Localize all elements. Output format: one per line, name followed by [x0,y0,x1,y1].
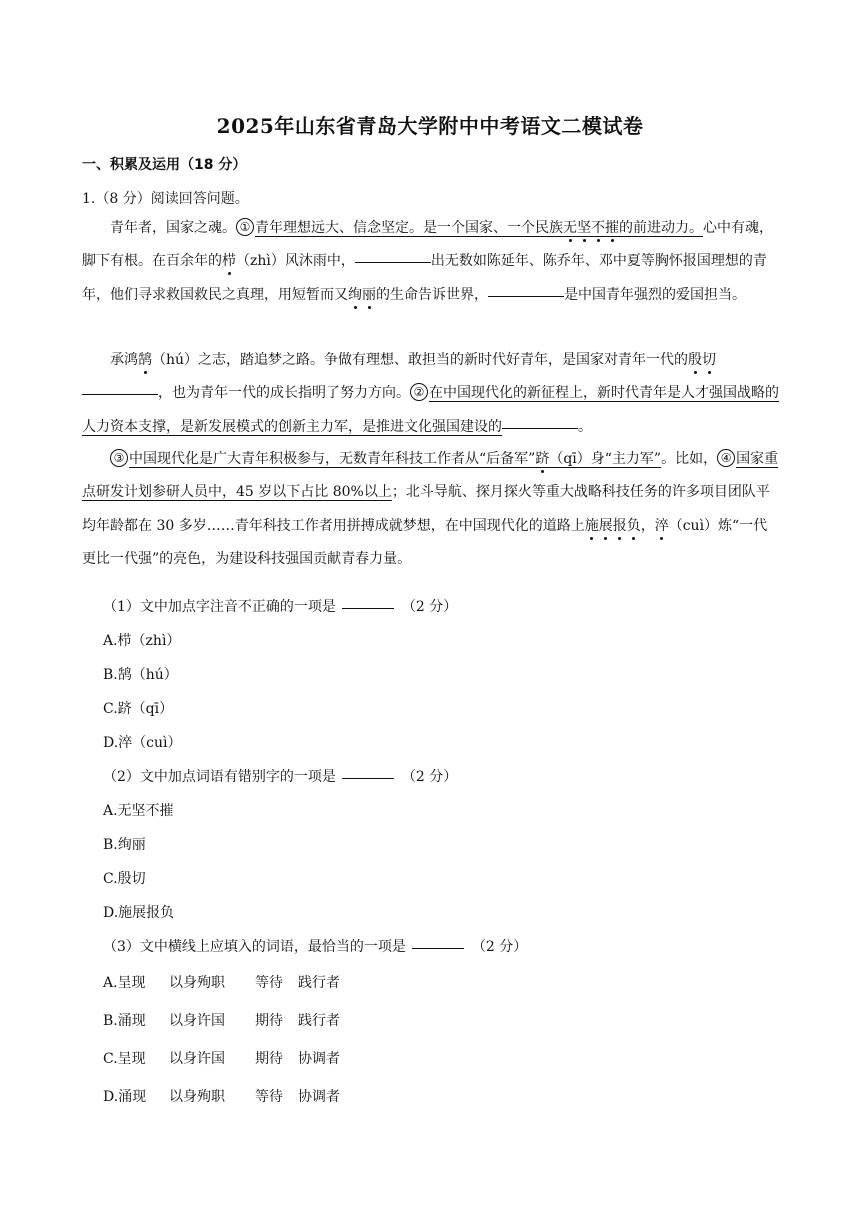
text-run: ；北斗导航、探月探火等重大战略科技任务的许多项目团队平均年龄都在 30 多岁……青年科技工作者用拼搏成就梦想，在中国现代化的道路上 [82,484,770,534]
option-word: C.呈现 [103,1051,146,1067]
text-run: 的前进动力。 [619,220,703,236]
fill-blank-4[interactable] [502,427,578,429]
dotted-char: 无 [563,220,577,236]
subquestion-stem: （3）文中横线上应填入的词语，最恰当的一项是 [103,939,406,955]
text-run: ，也为青年一代的成长指明了努力方向。 [158,385,410,402]
underlined-sentence-2: 在中国现代化的新征程上，新时代青年是人才强国战略的人力资本支撑，是新发展模式的创新主力军，是推进文化强国建设的 [82,385,779,435]
exam-title: 2025年山东省青岛大学附中中考语文二模试卷 [216,114,644,138]
text-run: 的生命告诉世界， [376,286,488,303]
dotted-char: 不 [591,220,605,236]
dotted-char: 淬 [654,517,669,534]
passage-paragraph-2 [82,344,779,444]
section-heading: 一、积累及运用（18 分） [82,157,247,173]
option-word: 以身许国 [169,1051,225,1067]
marker-1: ① [236,218,254,236]
option-word: 践行者 [298,1013,340,1029]
text-run: 青年理想远大、信念坚定。是一个国家、一个民族 [255,220,563,236]
text-run: （qī）身“主力军” [549,451,662,467]
text-run: （zhì）风沐雨中， [236,253,355,270]
question-number: 1. [82,191,96,207]
text-run: 心中有魂，脚下有根。在百余年的 [82,220,773,270]
option-1c[interactable]: C.跻（qī） [103,701,174,717]
option-1d[interactable]: D.淬（cuì） [103,735,182,751]
option-word: 以身殉职 [169,1089,225,1105]
fill-blank-1[interactable] [355,261,431,263]
dotted-char: 负 [626,517,641,534]
dotted-char: 施 [584,517,599,534]
dotted-char: 丽 [362,286,376,303]
option-word: 期待 [255,1013,283,1029]
text-run: 承鸿 [110,352,138,368]
underlined-sentence-4: 国家重点研发计划参研人员中，45 岁以下占比 80%以上 [82,451,779,501]
text-run: （hú）之志，踏追梦之路。争做有理想、敢担当的新时代好青年，是国家对青年一代的 [152,352,689,368]
subquestion-stem: （2）文中加点词语有错别字的一项是 [103,769,336,785]
question-header [82,188,249,208]
text-run: 。比如， [661,451,718,467]
answer-blank-3[interactable] [412,947,464,949]
option-1b[interactable]: B.鹄（hú） [103,667,178,683]
subquestion-score: （2 分） [401,599,458,615]
answer-blank-2[interactable] [342,777,394,779]
question-text: 阅读回答问题。 [150,191,249,207]
fill-blank-3[interactable] [82,393,158,395]
answer-blank-1[interactable] [342,607,394,609]
passage-paragraph-1 [82,212,779,312]
option-3a[interactable] [103,972,340,992]
dotted-char: 报 [612,517,627,534]
marker-2: ② [410,383,428,401]
fill-blank-2[interactable] [488,295,564,297]
option-word: 协调者 [298,1051,340,1067]
dotted-char: 坚 [577,220,591,236]
option-3d[interactable] [103,1086,340,1106]
dotted-char: 栉 [222,253,236,270]
marker-4: ④ [717,449,735,467]
marker-3: ③ [110,449,128,467]
option-3c[interactable] [103,1048,340,1068]
text-run: 中国现代化是广大青年积极参与，无数青年科技工作者从“后备军” [129,451,536,467]
option-1a[interactable]: A.栉（zhì） [103,633,181,649]
subquestion-1 [103,596,457,616]
text-run: 出无数如陈延年、陈乔年、邓中夏等胸怀报国理想的青年，他们寻求救国救民之真理，用短暂而又 [82,253,767,303]
subquestion-score: （2 分） [401,769,458,785]
underlined-sentence-3 [129,451,661,467]
option-2c[interactable]: C.殷切 [103,871,146,887]
text-run: ， [640,517,655,534]
question-score: （8 分） [95,191,151,207]
option-2b[interactable]: B.绚丽 [103,837,146,853]
option-word: 以身殉职 [169,975,225,991]
dotted-char: 鹄 [138,352,152,368]
dotted-char: 绚 [348,286,362,303]
option-word: B.涌现 [103,1013,146,1029]
option-word: 协调者 [298,1089,340,1105]
option-2a[interactable]: A.无坚不摧 [103,803,174,819]
option-word: 期待 [255,1051,283,1067]
subquestion-2 [103,766,457,786]
option-word: 践行者 [298,975,340,991]
option-word: A.呈现 [103,975,146,991]
dotted-char: 切 [702,352,717,368]
dotted-char: 跻 [535,451,550,467]
underlined-sentence-1 [255,220,703,236]
passage-paragraph-3 [82,443,779,576]
dotted-char: 摧 [605,220,619,236]
option-2d[interactable]: D.施展报负 [103,905,175,921]
option-word: 等待 [255,975,283,991]
option-word: 等待 [255,1089,283,1105]
subquestion-score: （2 分） [471,939,528,955]
text-run: 青年者，国家之魂。 [110,220,236,236]
subquestion-stem: （1）文中加点字注音不正确的一项是 [103,599,336,615]
text-run: 。 [578,418,592,435]
option-word: 以身许国 [169,1013,225,1029]
dotted-char: 展 [598,517,613,534]
dotted-char: 殷 [688,352,703,368]
text-run: 是中国青年强烈的爱国担当。 [564,286,746,303]
option-word: D.涌现 [103,1089,147,1105]
option-3b[interactable] [103,1010,340,1030]
subquestion-3 [103,936,527,956]
text-run: （cuì）炼“一代更比一代强”的亮色，为建设科技强国贡献青春力量。 [82,517,768,567]
